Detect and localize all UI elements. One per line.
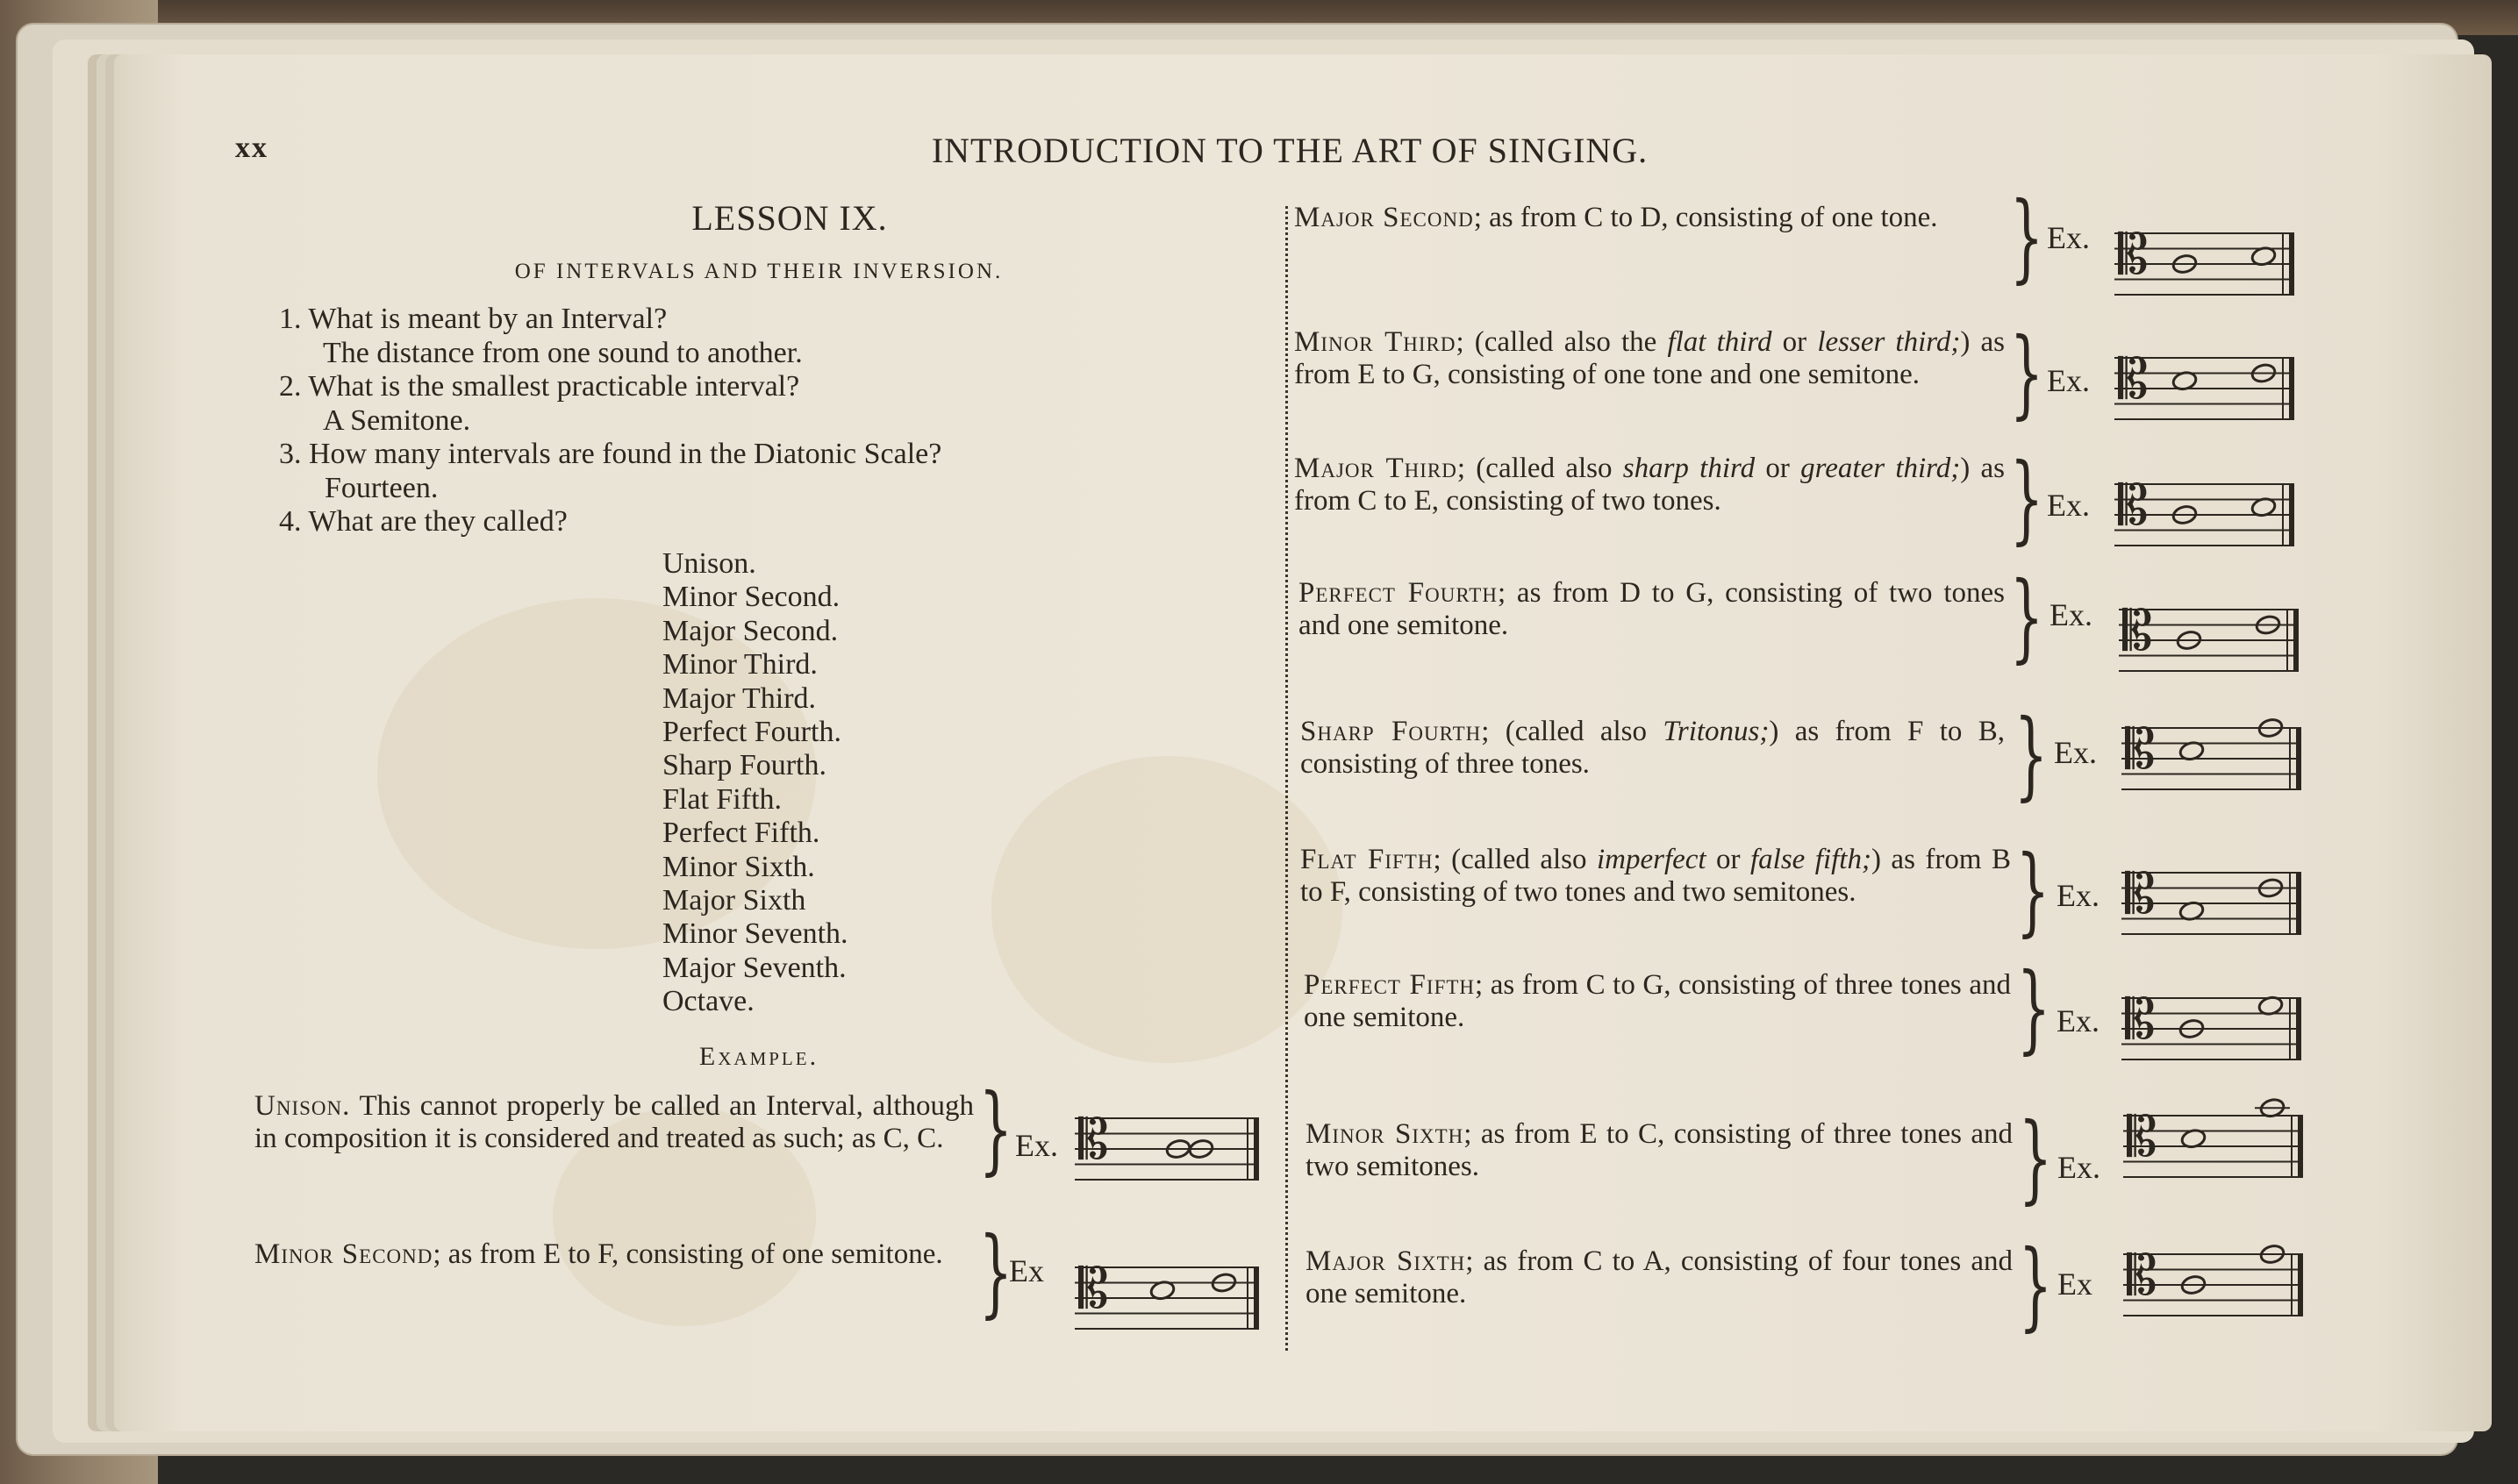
staff-svg — [2123, 1089, 2312, 1230]
question-2: 2. What is the smallest practicable interval? — [279, 370, 800, 403]
entry-pre: ; as from C to D, consisting of one tone. — [1473, 202, 1938, 233]
entry-pre: ; (called also — [1456, 453, 1623, 484]
list-item: Major Seventh. — [662, 951, 847, 984]
entry-pre: ; (called also the — [1456, 326, 1668, 358]
brace: } — [2015, 834, 2050, 946]
end-barline — [1254, 1118, 1259, 1180]
entry-name: Perfect Fourth — [1298, 577, 1498, 609]
end-barline — [2296, 998, 2301, 1059]
list-item: Unison. — [662, 547, 756, 580]
entry-minor-third — [1294, 326, 2005, 391]
c-clef-icon: 𝄡 — [2125, 987, 2156, 1052]
entry-major-sixth — [1305, 1245, 2013, 1310]
c-clef-icon: 𝄡 — [2127, 1243, 2157, 1308]
ex-label: Ex — [1009, 1253, 1044, 1288]
entry-mid: or — [1771, 326, 1818, 358]
brace: } — [978, 1073, 1013, 1185]
entry-italic: Tritonus; — [1663, 716, 1770, 747]
ex-label: Ex. — [2047, 220, 2090, 255]
entry-name: Flat Fifth — [1300, 844, 1434, 875]
entry-post: ) as from F to B, consisting of three tones. — [1300, 716, 2005, 780]
entry-name: Minor Sixth — [1305, 1118, 1464, 1150]
list-item: Flat Fifth. — [662, 782, 783, 816]
list-item: Minor Third. — [662, 648, 818, 681]
entry-name: Perfect Fifth — [1304, 969, 1476, 1001]
brace: } — [2009, 442, 2044, 554]
answer-3: Fourteen. — [325, 472, 439, 504]
brace: } — [2009, 560, 2044, 673]
entry-pre: ; (called also — [1433, 844, 1597, 875]
entry-italic: lesser third; — [1817, 326, 1961, 358]
entry-flat-fifth — [1300, 844, 2011, 909]
list-item: Major Third. — [662, 681, 817, 715]
entry-unison — [254, 1090, 974, 1155]
end-barline — [2296, 728, 2301, 789]
entry-italic: flat third — [1667, 326, 1772, 358]
brace: } — [978, 1216, 1013, 1328]
lesson-subtitle: OF INTERVALS AND THEIR INVERSION. — [514, 260, 1004, 283]
thin-barline — [2282, 484, 2284, 546]
entry-mid: or — [1706, 844, 1750, 875]
list-item: Sharp Fourth. — [662, 749, 826, 782]
c-clef-icon: 𝄡 — [2127, 1104, 2157, 1169]
entry-name: Unison. — [254, 1090, 351, 1122]
c-clef-icon: 𝄡 — [2125, 861, 2156, 926]
staff-svg — [1075, 1092, 1268, 1232]
list-item: Major Second. — [662, 614, 839, 647]
ex-label: Ex. — [2047, 363, 2090, 398]
brace: } — [2009, 181, 2044, 293]
staff-svg — [2123, 1228, 2312, 1368]
thin-barline — [2286, 610, 2288, 671]
entry-name: Major Sixth — [1305, 1245, 1466, 1277]
end-barline — [2296, 873, 2301, 934]
thin-barline — [2289, 998, 2291, 1059]
stain — [991, 756, 1342, 1063]
question-4: 4. What are they called? — [279, 505, 568, 538]
c-clef-icon: 𝄡 — [1078, 1107, 1109, 1172]
c-clef-icon: 𝄡 — [2122, 598, 2153, 663]
entry-italic: false fifth; — [1750, 844, 1871, 875]
brace: } — [2018, 1229, 2053, 1341]
running-title: INTRODUCTION TO THE ART OF SINGING. — [931, 131, 1649, 170]
end-barline — [2289, 484, 2294, 546]
question-1: 1. What is meant by an Interval? — [279, 303, 668, 335]
staff-example — [2121, 846, 2310, 987]
entry-text: ; as from E to F, consisting of one semitone. — [433, 1238, 943, 1270]
list-item: Major Sixth — [662, 884, 806, 917]
end-barline — [1254, 1267, 1259, 1329]
c-clef-icon: 𝄡 — [2125, 717, 2156, 781]
entry-minor-sixth — [1305, 1118, 2013, 1183]
staff-example — [2123, 1228, 2312, 1368]
entry-name: Minor Third — [1294, 326, 1456, 358]
entry-pre: ; as from C to G, consisting of three tones and one semitone. — [1304, 969, 2012, 1033]
entry-sharp-fourth — [1300, 716, 2005, 781]
thin-barline — [2289, 873, 2291, 934]
lesson-title: LESSON IX. — [691, 198, 888, 238]
staff-example — [2114, 458, 2303, 598]
staff-svg — [2114, 207, 2303, 347]
end-barline — [2289, 358, 2294, 419]
thin-barline — [2291, 1254, 2293, 1316]
entry-text: This cannot properly be called an Interval, although in composition it is considered and treated as such; as C, C. — [254, 1090, 974, 1154]
list-item: Octave. — [662, 985, 755, 1018]
brace: } — [2016, 952, 2051, 1064]
staff-example — [1075, 1241, 1268, 1381]
answer-2: A Semitone. — [323, 404, 471, 437]
c-clef-icon: 𝄡 — [2118, 473, 2149, 538]
staff-svg — [2114, 332, 2303, 472]
brace: } — [2009, 317, 2044, 429]
entry-mid: or — [1755, 453, 1801, 484]
interval-list — [662, 547, 848, 1019]
column-divider — [1285, 206, 1288, 1351]
entry-name: Major Third — [1294, 453, 1457, 484]
thin-barline — [1247, 1118, 1248, 1180]
ex-label: Ex. — [2047, 488, 2090, 523]
entry-perfect-fifth — [1304, 969, 2011, 1034]
c-clef-icon: 𝄡 — [2118, 222, 2149, 287]
staff-example — [2121, 702, 2310, 842]
list-item: Perfect Fourth. — [662, 716, 841, 749]
end-barline — [2289, 233, 2294, 295]
list-item: Minor Seventh. — [662, 917, 848, 951]
thin-barline — [2282, 358, 2284, 419]
ex-label: Ex — [2057, 1266, 2092, 1302]
thin-barline — [2289, 728, 2291, 789]
entry-pre: ; as from C to A, consisting of four tones and one semitone. — [1305, 1245, 2013, 1309]
staff-svg — [2121, 846, 2310, 987]
entry-name: Major Second — [1294, 202, 1474, 233]
ex-label: Ex. — [2049, 597, 2092, 632]
ex-label: Ex. — [1015, 1128, 1058, 1163]
brace: } — [2014, 698, 2049, 810]
end-barline — [2298, 1254, 2303, 1316]
entry-name: Sharp Fourth — [1300, 716, 1482, 747]
ex-label: Ex. — [2057, 878, 2100, 913]
entry-pre: ; (called also — [1481, 716, 1663, 747]
c-clef-icon: 𝄡 — [1078, 1256, 1109, 1321]
thin-barline — [2291, 1116, 2293, 1177]
entry-post: ) as from C to E, consisting of two tones. — [1294, 453, 2006, 517]
staff-example — [1075, 1092, 1268, 1232]
list-item: Minor Second. — [662, 581, 841, 614]
entry-major-third — [1294, 453, 2005, 517]
example-heading: Example. — [698, 1042, 819, 1071]
entry-post: ) as from E to G, consisting of one tone and one semitone. — [1294, 326, 2006, 390]
thin-barline — [2282, 233, 2284, 295]
staff-example — [2114, 207, 2303, 347]
end-barline — [2298, 1116, 2303, 1177]
staff-example — [2123, 1089, 2312, 1230]
thin-barline — [1247, 1267, 1248, 1329]
entry-minor-second — [254, 1238, 974, 1271]
entry-perfect-fourth — [1298, 577, 2005, 642]
list-item: Minor Sixth. — [662, 850, 815, 883]
staff-svg — [1075, 1241, 1268, 1381]
entry-name: Minor Second — [254, 1238, 433, 1270]
brace: } — [2018, 1102, 2053, 1214]
ex-label: Ex. — [2054, 735, 2097, 770]
staff-svg — [2114, 458, 2303, 598]
entry-italic: greater third; — [1800, 453, 1961, 484]
ex-label: Ex. — [2057, 1003, 2100, 1038]
end-barline — [2293, 610, 2299, 671]
question-3: 3. How many intervals are found in the Diatonic Scale? — [279, 438, 942, 470]
entry-pre: ; as from E to C, consisting of three tones and two semitones. — [1305, 1118, 2014, 1182]
entry-italic: sharp third — [1622, 453, 1756, 484]
page-number: xx — [235, 132, 268, 164]
ex-label: Ex. — [2057, 1150, 2100, 1185]
entry-major-second — [1294, 202, 2005, 234]
staff-svg — [2121, 702, 2310, 842]
entry-pre: ; as from D to G, consisting of two tones and one semitone. — [1298, 577, 2005, 641]
answer-1: The distance from one sound to another. — [323, 337, 803, 369]
c-clef-icon: 𝄡 — [2118, 346, 2149, 411]
entry-italic: imperfect — [1596, 844, 1706, 875]
staff-example — [2114, 332, 2303, 472]
list-item: Perfect Fifth. — [662, 817, 820, 850]
entry-post: ) as from B to F, consisting of two tones and two semitones. — [1300, 844, 2012, 908]
